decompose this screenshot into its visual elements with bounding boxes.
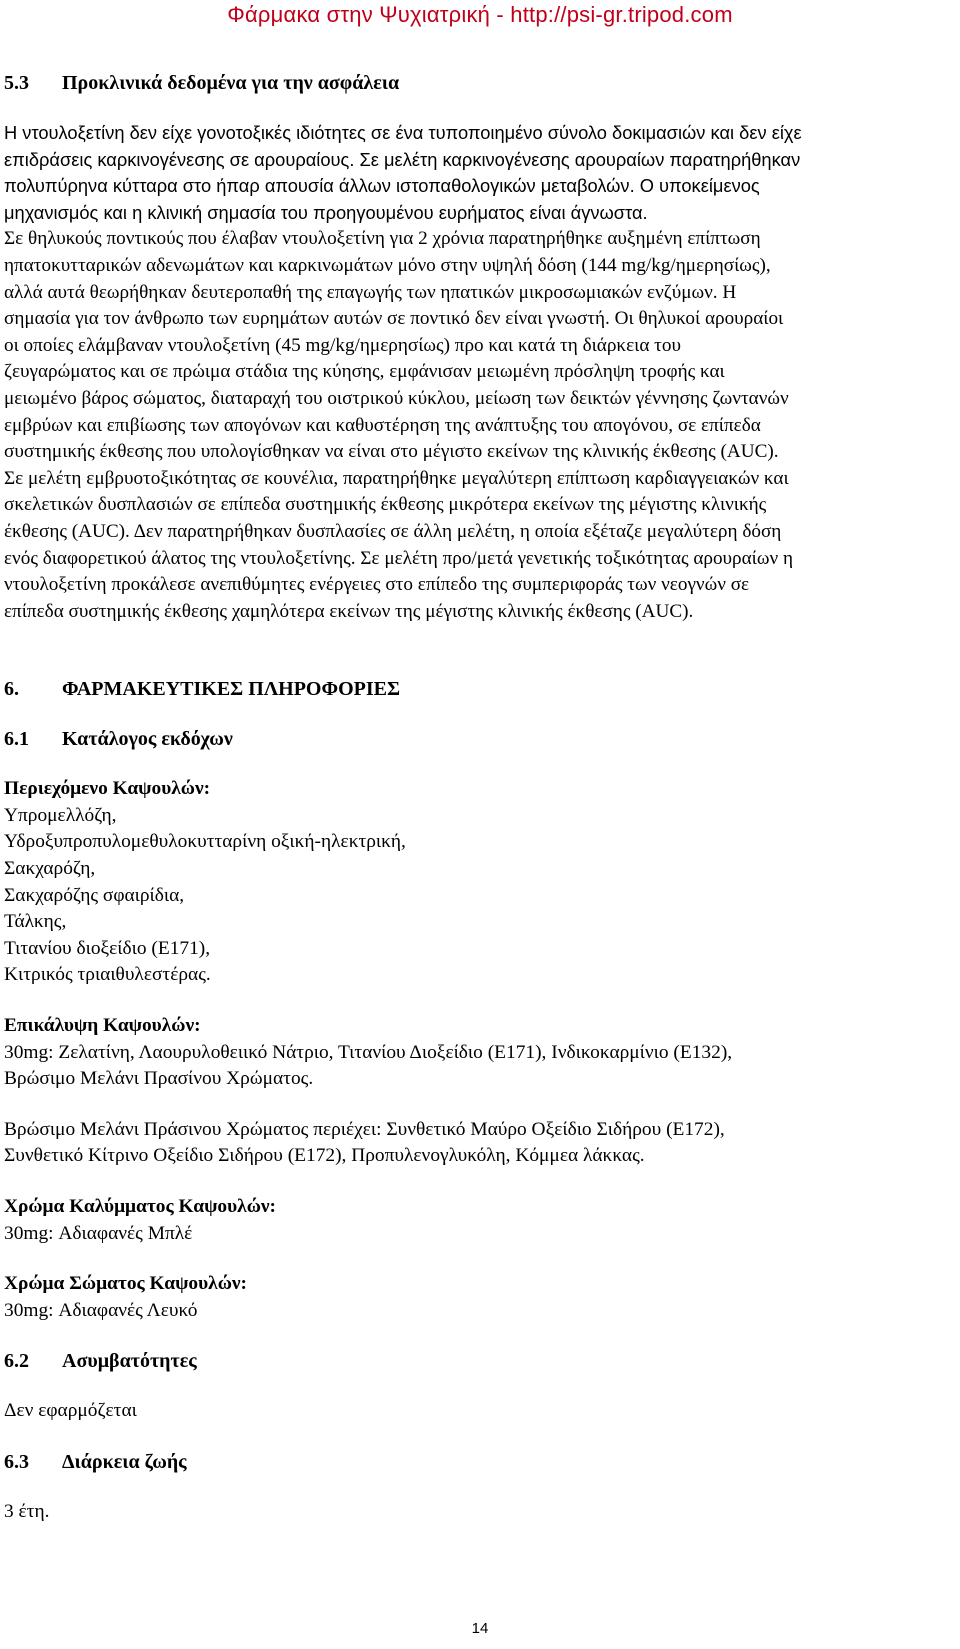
excipient-item: Κιτρικός τριαιθυλεστέρας.: [4, 964, 211, 986]
paragraph-line: ενός διαφορετικού άλατος της ντουλοξετίνης. Σε μελέτη προ/μετά γενετικής τοξικότητας αρουραίων η: [4, 547, 793, 569]
text-line: 30mg: Ζελατίνη, Λαουρυλοθειικό Νάτριο, Τιτανίου Διοξείδιο (Ε171), Ινδικοκαρμίνιο (Ε132),: [4, 1041, 733, 1063]
paragraph-line: μηχανισμός και η κλινική σημασία του προηγουμένου ευρήματος είναι άγνωστα.: [4, 201, 648, 223]
excipient-item: Σακχαρόζης σφαιρίδια,: [4, 884, 185, 906]
section-title: Ασυμβατότητες: [62, 1350, 197, 1373]
ink-composition-text: [4, 1117, 956, 1170]
paragraph-line: έκθεσης (AUC). Δεν παρατηρήθηκαν δυσπλασίες σε άλλη μελέτη, η οποία εξέταζε μεγαλύτερη δόση: [4, 520, 782, 542]
section-heading-6-2: [4, 1348, 956, 1374]
preclinical-safety-paragraph: [4, 120, 956, 625]
section-number: 5.3: [4, 72, 29, 94]
paragraph-line: ντουλοξετίνη προκάλεσε ανεπιθύμητες ενέργειες στο επίπεδο της συμπεριφοράς των νεογνών σε: [4, 574, 750, 596]
paragraph-line: πολυπύρηνα κύτταρα στο ήπαρ απουσία άλλων ιστοπαθολογικών μεταβολών. Ο υποκείμενος: [4, 175, 760, 197]
section-heading-6: [4, 676, 956, 702]
excipient-item: Τάλκης,: [4, 911, 67, 933]
paragraph-line: μειωμένο βάρος σώματος, διαταραχή του οιστρικού κύκλου, μείωση των δεικτών γέννησης ζωντανών: [4, 387, 789, 409]
paragraph-line: Σε μελέτη εμβρυοτοξικότητας σε κουνέλια, παρατηρήθηκε μεγαλύτερη επίπτωση καρδιαγγειακών και: [4, 467, 789, 489]
section-number: 6.1: [4, 728, 29, 751]
body-color-value: 30mg: Αδιαφανές Λευκό: [4, 1299, 198, 1321]
shelf-life-text: 3 έτη.: [4, 1500, 50, 1522]
document-body: [4, 70, 956, 1526]
section-heading-6-3: [4, 1449, 956, 1475]
capsule-coating-text: [4, 1040, 956, 1093]
paragraph-line: αλλά αυτά θεωρήθηκαν δευτεροπαθή της επαγωγής των ηπατικών μικροσωμιακών ενζύμων. Η: [4, 281, 737, 303]
paragraph-line: εμβρύων και επιβίωσης των απογόνων και καθυστέρηση της ανάπτυξης του απογόνου, σε επίπεδα: [4, 414, 761, 436]
paragraph-line: ηπατοκυτταρικών αδενωμάτων και καρκινωμάτων μόνο στην υψηλή δόση (144 mg/kg/ημερησίως),: [4, 254, 771, 276]
cap-color-value: 30mg: Αδιαφανές Μπλέ: [4, 1222, 193, 1244]
section-number: 6.2: [4, 1350, 29, 1373]
excipient-item: Σακχαρόζη,: [4, 858, 96, 880]
paragraph-line: επιδράσεις καρκινογένεσης σε αρουραίους. Σε μελέτη καρκινογένεσης αρουραίων παρατηρήθηκαν: [4, 148, 801, 170]
section-title: Διάρκεια ζωής: [62, 1450, 187, 1473]
page-number: 14: [471, 1620, 489, 1637]
paragraph-line: σημασία για τον άνθρωπο των ευρημάτων αυτών σε ποντικό δεν είναι γνωστή. Οι θηλυκοί αρουραίοι: [4, 308, 784, 330]
paragraph-line: Σε θηλυκούς ποντικούς που έλαβαν ντουλοξετίνη για 2 χρόνια παρατηρήθηκε αυξημένη επίπτωση: [4, 228, 761, 250]
section-heading-6-1: [4, 726, 956, 752]
section-title: Κατάλογος εκδόχων: [62, 728, 233, 751]
section-number: 6.: [4, 678, 19, 701]
text-line: Βρώσιμο Μελάνι Πρασίνου Χρώματος.: [4, 1068, 314, 1090]
section-title: Προκλινικά δεδομένα για την ασφάλεια: [62, 72, 400, 94]
body-color-label: Χρώμα Σώματος Καψουλών:: [4, 1273, 247, 1295]
section-title: ΦΑΡΜΑΚΕΥΤΙΚΕΣ ΠΛΗΡΟΦΟΡΙΕΣ: [62, 678, 401, 701]
excipient-item: Υπρομελλόζη,: [4, 804, 117, 826]
paragraph-line: οι οποίες ελάμβαναν ντουλοξετίνη (45 mg/kg/ημερησίως) προ και κατά τη διάρκεια του: [4, 334, 681, 356]
paragraph-line: συστημικής έκθεσης που υπολογίσθηκαν να είναι στο μέγιστο εκείνων της κλινικής έκθεσης (AUC).: [4, 441, 779, 463]
paragraph-line: Η ντουλοξετίνη δεν είχε γονοτοξικές ιδιότητες σε ένα τυποποιημένο σύνολο δοκιμασιών και δεν είχε: [4, 122, 802, 143]
capsule-coating-label: Επικάλυψη Καψουλών:: [4, 1015, 201, 1037]
incompatibilities-text: Δεν εφαρμόζεται: [4, 1400, 137, 1422]
excipient-item: Υδροξυπροπυλομεθυλοκυτταρίνη οξική-ηλεκτρική,: [4, 831, 406, 853]
text-line: Συνθετικό Κίτρινο Οξείδιο Σιδήρου (Ε172), Προπυλενογλυκόλη, Κόμμεα λάκκας.: [4, 1145, 645, 1167]
section-heading-5-3: [4, 70, 956, 96]
section-number: 6.3: [4, 1450, 29, 1473]
capsule-contents-list: [4, 803, 956, 989]
paragraph-line: επίπεδα συστημικής έκθεσης χαμηλότερα εκείνων της μέγιστης κλινικής έκθεσης (AUC).: [4, 600, 694, 622]
cap-color-label: Χρώμα Καλύμματος Καψουλών:: [4, 1196, 276, 1217]
excipient-item: Τιτανίου διοξείδιο (Ε171),: [4, 937, 211, 959]
text-line: Βρώσιμο Μελάνι Πράσινου Χρώματος περιέχει: Συνθετικό Μαύρο Οξείδιο Σιδήρου (Ε172),: [4, 1118, 725, 1140]
paragraph-line: σκελετικών δυσπλασιών σε επίπεδα συστημικής έκθεσης μικρότερα εκείνων της μέγιστης κλινικής: [4, 494, 767, 516]
page-header: Φάρμακα στην Ψυχιατρική - http://psi-gr.tripod.com: [227, 2, 733, 27]
paragraph-line: ζευγαρώματος και σε πρώιμα στάδια της κύησης, εμφάνισαν μειωμένη πρόσληψη τροφής και: [4, 361, 725, 383]
capsule-contents-label: Περιεχόμενο Καψουλών:: [4, 778, 211, 800]
